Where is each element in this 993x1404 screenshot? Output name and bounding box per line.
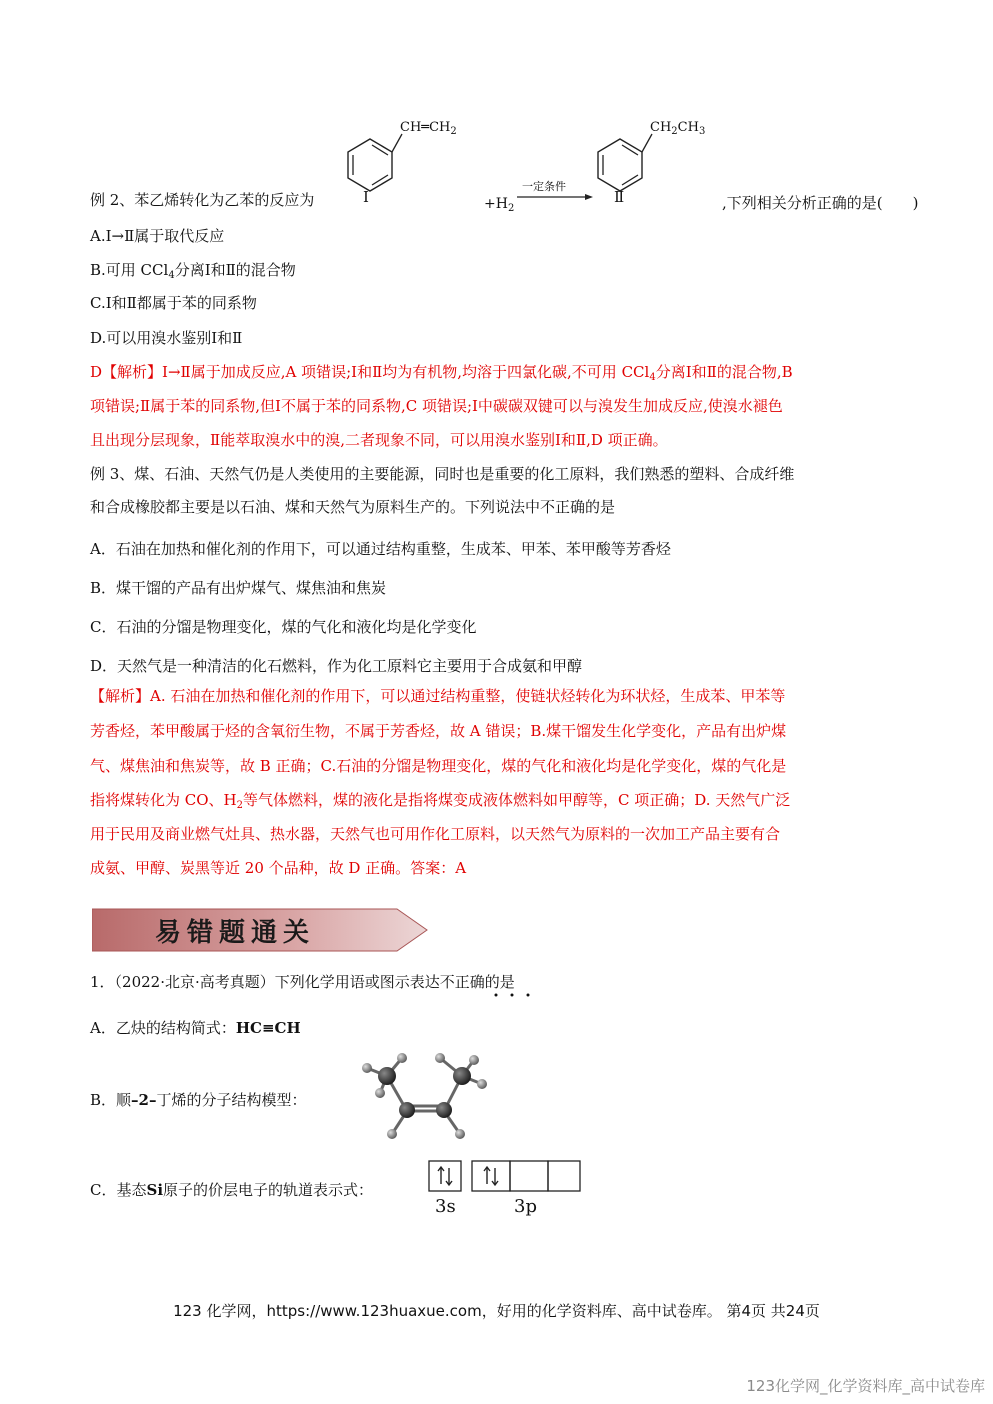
label-compound-II: Ⅱ	[614, 188, 625, 206]
orbital-3p-box-2	[510, 1161, 548, 1191]
example2-stem-suffix: ,下列相关分析正确的是( )	[722, 194, 919, 212]
ex3-analysis-line-2: 芳香烃，苯甲酸属于烃的含氧衍生物，不属于芳香烃，故 A 错误；B.煤干馏发生化学变化，产品有出炉煤	[90, 722, 787, 740]
ex2-option-a: A.Ⅰ→Ⅱ属于取代反应	[90, 227, 225, 245]
ex2-analysis-line-1: D【解析】Ⅰ→Ⅱ属于加成反应,A 项错误;Ⅰ和Ⅱ均为有机物,均溶于四氯化碳,不可用 CCl$_4$分离Ⅰ和Ⅱ的混合物,B	[90, 363, 793, 383]
q1-option-a: A．乙炔的结构简式：HC≡CH	[90, 1019, 301, 1037]
ex3-option-b: B．煤干馏的产品有出炉煤气、煤焦油和焦炭	[90, 579, 387, 597]
orbital-3s-box	[429, 1161, 461, 1191]
ex3-analysis-line-1: 【解析】A. 石油在加热和催化剂的作用下，可以通过结构重整，使链状烃转化为环状烃，生成苯、甲苯等	[90, 687, 786, 705]
ex2-analysis-line-3: 且出现分层现象，Ⅱ能萃取溴水中的溴,二者现象不同，可以用溴水鉴别Ⅰ和Ⅱ,D 项正确。	[90, 431, 668, 449]
label-3s: 3s	[435, 1196, 456, 1217]
ex2-option-c: C.Ⅰ和Ⅱ都属于苯的同系物	[90, 294, 257, 312]
acetylene-formula: HC≡CH	[235, 1019, 301, 1037]
ethyl-group: $CH_2CH_3$	[650, 120, 706, 137]
ex3-option-a: A．石油在加热和催化剂的作用下，可以通过结构重整，生成苯、甲苯、苯甲酸等芳香烃	[90, 540, 671, 558]
page-footer: 123 化学网，https://www.123huaxue.com，好用的化学资料库、高中试卷库。 第4页 共24页	[173, 1302, 820, 1320]
ex3-stem-line-2: 和合成橡胶都主要是以石油、煤和天然气为原料生产的。下列说法中不正确的是	[90, 498, 616, 516]
ex3-option-c: C．石油的分馏是物理变化，煤的气化和液化均是化学变化	[90, 618, 477, 636]
q1-emphasis: 不正确	[439, 973, 485, 991]
orbital-3p-box-3	[548, 1161, 580, 1191]
ex3-analysis-line-4: 指将煤转化为 CO、$H_2$等气体燃料，煤的液化是指将煤变成液体燃料如甲醇等，C 项正确；D. 天然气广泛	[90, 791, 791, 811]
ex3-stem-line-1: 例 3、煤、石油、天然气仍是人类使用的主要能源，同时也是重要的化工原料，我们熟悉的塑料、合成纤维	[90, 465, 795, 483]
orbital-3s-arrows	[438, 1167, 452, 1185]
cis-2-butene-model	[352, 1048, 502, 1148]
reaction-condition: 一定条件	[522, 180, 566, 193]
q1-option-b: B．顺–2–丁烯的分子结构模型：	[90, 1091, 307, 1109]
ex3-analysis-line-6: 成氨、甲醇、炭黑等近 20 个品种，故 D 正确。答案：A	[90, 859, 467, 877]
vinyl-group: $CH═CH_2$	[400, 120, 457, 137]
orbital-3p-arrows	[484, 1167, 498, 1185]
ex2-option-b: B.可用 CCl$_4$分离Ⅰ和Ⅱ的混合物	[90, 261, 296, 281]
plus-h2: $+H_2$	[484, 196, 515, 214]
example2-stem-prefix: 例 2、苯乙烯转化为乙苯的反应为	[90, 191, 315, 209]
ex3-option-d: D．天然气是一种清洁的化石燃料，作为化工原料它主要用于合成氨和甲醇	[90, 657, 583, 675]
ex3-analysis-line-5: 用于民用及商业燃气灶具、热水器，天然气也可用作化工原料，以天然气为原料的一次加工产品主要有合	[90, 825, 781, 843]
orbital-diagram	[428, 1160, 588, 1194]
banner-title: 易错题通关	[155, 918, 316, 948]
q1-stem: 1．（2022·北京·高考真题）下列化学用语或图示表达不正确的是	[90, 973, 515, 991]
q1-option-c: C．基态Si原子的价层电子的轨道表示式：	[90, 1181, 374, 1199]
orbital-3p-box-1	[472, 1161, 510, 1191]
ex3-analysis-line-3: 气、煤焦油和焦炭等，故 B 正确；C.石油的分馏是物理变化，煤的气化和液化均是化学变化，煤的气化是	[90, 757, 787, 775]
emphasis-dots	[490, 992, 540, 998]
ex2-option-d: D.可以用溴水鉴别Ⅰ和Ⅱ	[90, 329, 243, 347]
label-3p: 3p	[514, 1196, 537, 1217]
label-compound-I: Ⅰ	[363, 188, 369, 206]
watermark: 123化学网_化学资料库_高中试卷库	[746, 1377, 985, 1395]
ex2-analysis-line-2: 项错误;Ⅱ属于苯的同系物,但Ⅰ不属于苯的同系物,C 项错误;Ⅰ中碳碳双键可以与溴发生加成反应,使溴水褪色	[90, 397, 783, 415]
reaction-arrow	[515, 192, 595, 202]
